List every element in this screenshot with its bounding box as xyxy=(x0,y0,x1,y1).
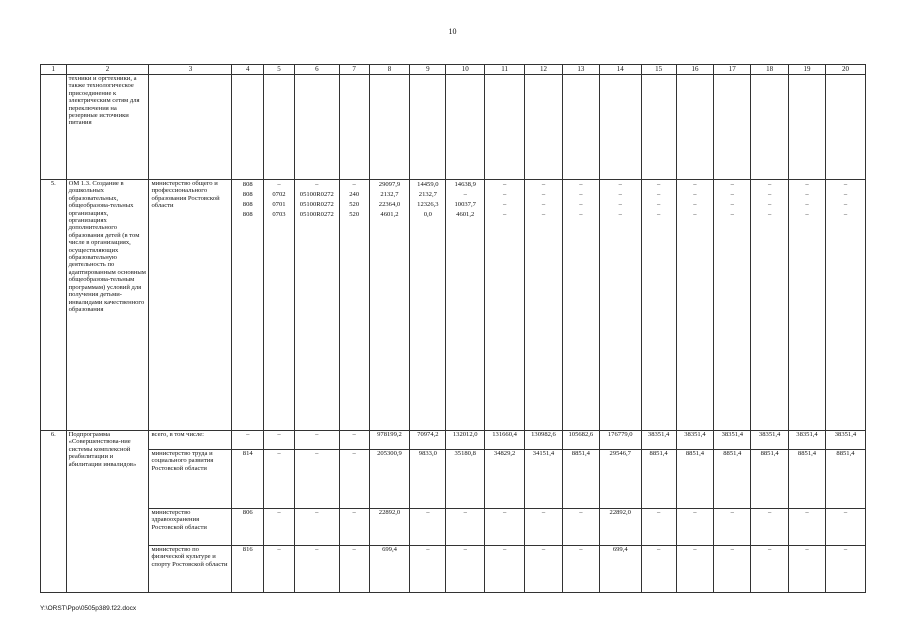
cell-value: – xyxy=(502,211,507,218)
file-path-footer: Y:\ORST\Ppo\0505p389.f22.docx xyxy=(40,605,137,612)
executor: министерство по физической культуре и спорту Ростовской области xyxy=(149,546,232,593)
cell-value: – xyxy=(541,201,546,208)
value-stack xyxy=(369,180,410,431)
cell-value: – xyxy=(656,201,661,208)
column-header: 20 xyxy=(825,65,865,75)
column-header: 11 xyxy=(485,65,525,75)
cell-value: – xyxy=(579,181,583,188)
value-stack xyxy=(525,180,563,431)
cell-value: – xyxy=(768,201,772,208)
cell-value: – xyxy=(805,191,809,198)
cell-value: – xyxy=(676,546,714,593)
cell-value: 29546,7 xyxy=(599,450,641,509)
cell-value: 14638,9 xyxy=(454,181,476,188)
cell-value: – xyxy=(579,201,583,208)
executor: всего, в том числе: xyxy=(149,431,232,450)
cell-value: 38351,4 xyxy=(789,431,826,450)
column-header: 7 xyxy=(339,65,369,75)
cell-value: 22892,0 xyxy=(369,509,410,546)
cell-value: 34829,2 xyxy=(485,450,525,509)
cell-value: – xyxy=(618,191,622,198)
cell-value: – xyxy=(656,181,661,188)
cell-value: – xyxy=(525,546,563,593)
row-number: 6. xyxy=(41,431,67,593)
cell-value: 814 xyxy=(232,450,264,509)
cell-value: – xyxy=(502,181,507,188)
value-stack xyxy=(410,180,446,431)
cell-value: – xyxy=(315,181,319,188)
cell-value: – xyxy=(485,546,525,593)
cell-value: – xyxy=(339,509,369,546)
cell-value: 8851,4 xyxy=(676,450,714,509)
cell-value: 978199,2 xyxy=(369,431,410,450)
column-header: 18 xyxy=(751,65,789,75)
cell-value: 808 xyxy=(242,191,253,198)
cell-value: – xyxy=(352,181,356,188)
cell-value: – xyxy=(562,509,599,546)
cell-value: – xyxy=(294,431,339,450)
column-header: 6 xyxy=(294,65,339,75)
cell-value: 05100R0272 xyxy=(299,201,334,208)
cell-value: 132012,0 xyxy=(446,431,485,450)
cell-value: 34151,4 xyxy=(525,450,563,509)
cell-value: – xyxy=(751,546,789,593)
value-stack xyxy=(446,180,485,431)
cell-value: – xyxy=(805,181,809,188)
value-stack xyxy=(562,180,599,431)
value-stack xyxy=(825,180,865,431)
cell-value: 131660,4 xyxy=(485,431,525,450)
column-header: 9 xyxy=(410,65,446,75)
column-header: 3 xyxy=(149,65,232,75)
table-row xyxy=(41,546,866,593)
cell-value: 0703 xyxy=(272,211,286,218)
cell-value: – xyxy=(656,211,661,218)
cell-value: – xyxy=(232,431,264,450)
cell-value: – xyxy=(805,211,809,218)
table-row xyxy=(41,180,866,431)
cell-value: – xyxy=(562,546,599,593)
value-stack xyxy=(599,180,641,431)
cell-value: – xyxy=(618,211,622,218)
cell-value: 14459,0 xyxy=(417,181,439,188)
value-stack xyxy=(264,180,295,431)
cell-value: 816 xyxy=(232,546,264,593)
cell-value: – xyxy=(463,191,467,198)
cell-value: 240 xyxy=(349,191,360,198)
cell-value: 808 xyxy=(242,201,253,208)
column-header: 13 xyxy=(562,65,599,75)
measure-name: ОМ 1.3. Создание в дошкольных образовательных, общеобразова-тельных организациях, организациях дополнительного образования детей (в том числе в организациях, осуществляющих образовательную деятельность по адаптированным основным общеобразова-тельным программам) условий для получения детьми-инвалидами качественного образования xyxy=(66,180,149,431)
cell-value: 2132,7 xyxy=(418,191,437,198)
cell-value: – xyxy=(525,509,563,546)
value-stack xyxy=(641,180,676,431)
cell-value: 808 xyxy=(242,181,253,188)
cell-value: – xyxy=(541,191,546,198)
table-row xyxy=(41,509,866,546)
budget-table xyxy=(40,64,866,593)
table-row xyxy=(41,450,866,509)
cell-value: 05100R0272 xyxy=(299,211,334,218)
cell-value: – xyxy=(277,181,281,188)
cell-value: 699,4 xyxy=(599,546,641,593)
cell-value: 176779,0 xyxy=(599,431,641,450)
column-header: 15 xyxy=(641,65,676,75)
cell-value: – xyxy=(693,191,697,198)
cell-value: 8851,4 xyxy=(641,450,676,509)
column-header: 4 xyxy=(232,65,264,75)
cell-value: – xyxy=(768,181,772,188)
cell-value: – xyxy=(485,509,525,546)
cell-value: 12326,3 xyxy=(417,201,439,208)
cell-value: – xyxy=(502,191,507,198)
column-header: 17 xyxy=(714,65,751,75)
cell-value: – xyxy=(618,201,622,208)
cell-value: – xyxy=(541,211,546,218)
cell-value: 8851,4 xyxy=(714,450,751,509)
header-row xyxy=(41,65,866,75)
cell-value: 70974,2 xyxy=(410,431,446,450)
cell-value: 22364,0 xyxy=(378,201,401,208)
cell-value: 4601,2 xyxy=(380,211,399,218)
column-header: 14 xyxy=(599,65,641,75)
value-stack xyxy=(676,180,714,431)
cell-value: – xyxy=(294,450,339,509)
cell-value: – xyxy=(446,546,485,593)
cell-value: – xyxy=(751,509,789,546)
cell-value: – xyxy=(579,211,583,218)
row-number: 5. xyxy=(41,180,67,431)
column-header: 2 xyxy=(66,65,149,75)
cell-value: 2132,7 xyxy=(380,191,399,198)
cell-value: 8851,4 xyxy=(825,450,865,509)
cell-value: – xyxy=(730,201,734,208)
cell-value: – xyxy=(714,546,751,593)
cell-value: – xyxy=(714,509,751,546)
column-header: 19 xyxy=(789,65,826,75)
cell-value: 8851,4 xyxy=(789,450,826,509)
cell-value: – xyxy=(339,431,369,450)
cell-value: – xyxy=(843,201,848,208)
cell-value: – xyxy=(825,509,865,546)
cell-value: – xyxy=(410,509,446,546)
cell-value: 520 xyxy=(349,211,360,218)
measure-name: техники и оргтехники, а также технологическое присоединение к электрическим сетям для переключения на резервные источники питания xyxy=(66,75,149,180)
cell-value: – xyxy=(843,211,848,218)
cell-value: – xyxy=(618,181,622,188)
cell-value: 38351,4 xyxy=(751,431,789,450)
value-stack xyxy=(751,180,789,431)
cell-value: – xyxy=(825,546,865,593)
table-row xyxy=(41,75,866,180)
cell-value: – xyxy=(730,211,734,218)
cell-value: – xyxy=(446,509,485,546)
cell-value: – xyxy=(805,201,809,208)
cell-value: – xyxy=(264,546,295,593)
cell-value: 699,4 xyxy=(369,546,410,593)
cell-value: – xyxy=(843,191,848,198)
measure-name: Подпрограмма «Совершенствова-ние системы комплексной реабилитации и абилитации инвалидов» xyxy=(66,431,149,593)
cell-value: 8851,4 xyxy=(562,450,599,509)
executor: министерство общего и профессионального образования Ростовской области xyxy=(149,180,232,431)
table-row xyxy=(41,431,866,450)
cell-value: 806 xyxy=(232,509,264,546)
cell-value: 38351,4 xyxy=(825,431,865,450)
cell-value: 0,0 xyxy=(423,211,432,218)
page-number: 10 xyxy=(448,27,457,36)
value-stack xyxy=(232,180,264,431)
cell-value: 38351,4 xyxy=(641,431,676,450)
column-header: 16 xyxy=(676,65,714,75)
column-header: 8 xyxy=(369,65,410,75)
column-header: 1 xyxy=(41,65,67,75)
cell-value: – xyxy=(693,201,697,208)
cell-value: 29097,9 xyxy=(378,181,401,188)
cell-value: – xyxy=(339,450,369,509)
cell-value: 8851,4 xyxy=(751,450,789,509)
cell-value: 35180,8 xyxy=(446,450,485,509)
cell-value: 38351,4 xyxy=(714,431,751,450)
cell-value: 0701 xyxy=(272,201,286,208)
cell-value: – xyxy=(339,546,369,593)
cell-value: 10037,7 xyxy=(454,201,476,208)
cell-value: 4601,2 xyxy=(456,211,475,218)
value-stack xyxy=(294,180,339,431)
cell-value: – xyxy=(730,181,734,188)
cell-value: 130982,6 xyxy=(525,431,563,450)
cell-value: – xyxy=(294,509,339,546)
cell-value: – xyxy=(768,211,772,218)
cell-value: 808 xyxy=(242,211,253,218)
cell-value: 105682,6 xyxy=(562,431,599,450)
cell-value: – xyxy=(789,509,826,546)
cell-value: – xyxy=(768,191,772,198)
cell-value: – xyxy=(410,546,446,593)
value-stack xyxy=(789,180,826,431)
cell-value: – xyxy=(264,509,295,546)
cell-value: – xyxy=(656,191,661,198)
cell-value: – xyxy=(693,211,697,218)
cell-value: 520 xyxy=(349,201,360,208)
value-stack xyxy=(714,180,751,431)
column-header: 12 xyxy=(525,65,563,75)
cell-value: – xyxy=(789,546,826,593)
executor: министерство здравоохранения Ростовской области xyxy=(149,509,232,546)
cell-value: – xyxy=(641,546,676,593)
cell-value: – xyxy=(541,181,546,188)
cell-value: – xyxy=(579,191,583,198)
value-stack xyxy=(339,180,369,431)
cell-value: – xyxy=(264,450,295,509)
cell-value: – xyxy=(294,546,339,593)
cell-value: – xyxy=(264,431,295,450)
cell-value: 9833,0 xyxy=(410,450,446,509)
cell-value: – xyxy=(676,509,714,546)
cell-value: 38351,4 xyxy=(676,431,714,450)
cell-value: – xyxy=(730,191,734,198)
cell-value: – xyxy=(641,509,676,546)
cell-value: – xyxy=(693,181,697,188)
executor: министерство труда и социального развития Ростовской области xyxy=(149,450,232,509)
cell-value: 0702 xyxy=(272,191,286,198)
cell-value: 05100R0272 xyxy=(299,191,334,198)
column-header: 10 xyxy=(446,65,485,75)
column-header: 5 xyxy=(264,65,295,75)
cell-value: – xyxy=(502,201,507,208)
cell-value: 205300,9 xyxy=(369,450,410,509)
cell-value: 22892,0 xyxy=(599,509,641,546)
cell-value: – xyxy=(843,181,848,188)
value-stack xyxy=(485,180,525,431)
